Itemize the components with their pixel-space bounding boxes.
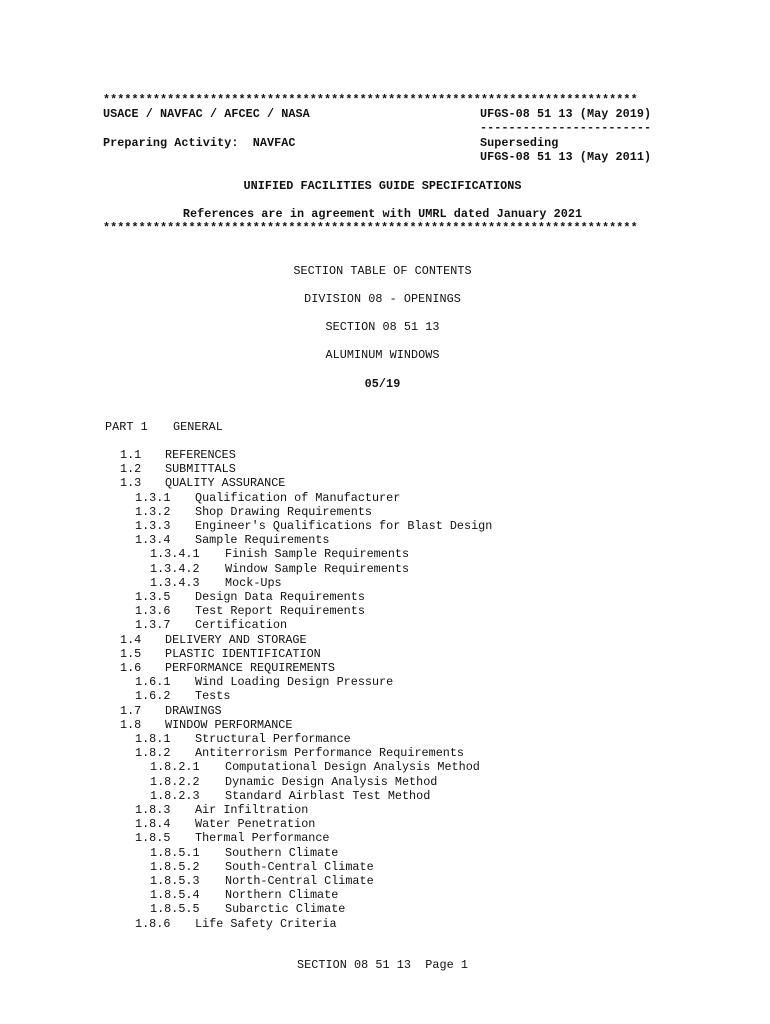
- toc-item-label: Tests: [195, 689, 231, 703]
- superseded-spec: UFGS-08 51 13 (May 2011): [480, 150, 652, 164]
- page-footer: SECTION 08 51 13 Page 1: [296, 958, 469, 972]
- toc-item-number: 1.8.2.2: [150, 775, 200, 789]
- toc-item-number: 1.3.2: [135, 505, 171, 519]
- toc-item-label: Sample Requirements: [195, 533, 330, 547]
- toc-item-number: 1.6.2: [135, 689, 171, 703]
- toc-item-label: Mock-Ups: [225, 576, 282, 590]
- part-number: PART 1: [105, 420, 148, 434]
- toc-item-label: Thermal Performance: [195, 831, 330, 845]
- header-star-rule-top: ***************************************************************************: [103, 93, 638, 107]
- toc-item-number: 1.8.5.2: [150, 860, 200, 874]
- toc-item-label: Standard Airblast Test Method: [225, 789, 431, 803]
- header-star-rule-bottom: ***************************************************************************: [103, 221, 638, 235]
- toc-item-number: 1.8.5: [135, 831, 171, 845]
- agencies-line: USACE / NAVFAC / AFCEC / NASA: [103, 107, 310, 121]
- date-code: 05/19: [364, 377, 401, 391]
- section-number: SECTION 08 51 13: [325, 320, 440, 334]
- toc-item-label: North-Central Climate: [225, 874, 374, 888]
- toc-item-label: Northern Climate: [225, 888, 339, 902]
- part-name: GENERAL: [173, 420, 223, 434]
- toc-item-number: 1.3.6: [135, 604, 171, 618]
- toc-item-number: 1.3.7: [135, 618, 171, 632]
- toc-item-number: 1.8.2.3: [150, 789, 200, 803]
- toc-item-number: 1.8.2.1: [150, 760, 200, 774]
- toc-item-label: PERFORMANCE REQUIREMENTS: [165, 661, 335, 675]
- toc-item-label: QUALITY ASSURANCE: [165, 476, 286, 490]
- toc-item-number: 1.8.5.5: [150, 902, 200, 916]
- division-title: DIVISION 08 - OPENINGS: [304, 292, 461, 306]
- toc-item-number: 1.8.5.3: [150, 874, 200, 888]
- toc-item-label: DELIVERY AND STORAGE: [165, 633, 307, 647]
- toc-item-number: 1.7: [120, 704, 142, 718]
- toc-item-number: 1.8: [120, 718, 142, 732]
- toc-item-number: 1.3.4: [135, 533, 171, 547]
- toc-item-label: Certification: [195, 618, 288, 632]
- toc-item-number: 1.3.1: [135, 491, 171, 505]
- toc-item-label: Wind Loading Design Pressure: [195, 675, 394, 689]
- toc-item-number: 1.8.6: [135, 917, 171, 931]
- toc-item-label: WINDOW PERFORMANCE: [165, 718, 293, 732]
- toc-item-label: Southern Climate: [225, 846, 339, 860]
- toc-item-number: 1.3.4.1: [150, 547, 200, 561]
- toc-item-label: Computational Design Analysis Method: [225, 760, 480, 774]
- toc-item-label: South-Central Climate: [225, 860, 374, 874]
- toc-item-number: 1.8.2: [135, 746, 171, 760]
- toc-item-number: 1.8.5.4: [150, 888, 200, 902]
- preparing-activity: Preparing Activity: NAVFAC: [103, 136, 296, 150]
- toc-item-label: Dynamic Design Analysis Method: [225, 775, 438, 789]
- superseding-label: Superseding: [480, 136, 559, 150]
- toc-item-label: REFERENCES: [165, 448, 236, 462]
- toc-item-label: Structural Performance: [195, 732, 351, 746]
- toc-item-label: SUBMITTALS: [165, 462, 236, 476]
- toc-item-label: Shop Drawing Requirements: [195, 505, 372, 519]
- toc-item-number: 1.3: [120, 476, 142, 490]
- toc-item-number: 1.3.4.2: [150, 562, 200, 576]
- toc-item-number: 1.5: [120, 647, 142, 661]
- toc-item-number: 1.6: [120, 661, 142, 675]
- toc-item-number: 1.8.5.1: [150, 846, 200, 860]
- toc-item-number: 1.6.1: [135, 675, 171, 689]
- toc-item-number: 1.4: [120, 633, 142, 647]
- toc-heading: SECTION TABLE OF CONTENTS: [293, 264, 472, 278]
- ufgs-title: UNIFIED FACILITIES GUIDE SPECIFICATIONS: [243, 179, 522, 193]
- toc-item-number: 1.3.4.3: [150, 576, 200, 590]
- toc-item-label: Qualification of Manufacturer: [195, 491, 401, 505]
- toc-item-label: Finish Sample Requirements: [225, 547, 410, 561]
- toc-item-label: Antiterrorism Performance Requirements: [195, 746, 465, 760]
- toc-item-label: PLASTIC IDENTIFICATION: [165, 647, 321, 661]
- toc-item-number: 1.2: [120, 462, 142, 476]
- toc-item-number: 1.3.3: [135, 519, 171, 533]
- toc-item-label: DRAWINGS: [165, 704, 222, 718]
- toc-item-label: Engineer's Qualifications for Blast Design: [195, 519, 493, 533]
- toc-item-number: 1.3.5: [135, 590, 171, 604]
- spec-id: UFGS-08 51 13 (May 2019): [480, 107, 652, 121]
- toc-item-number: 1.8.1: [135, 732, 171, 746]
- toc-item-number: 1.8.3: [135, 803, 171, 817]
- toc-item-label: Subarctic Climate: [225, 902, 346, 916]
- toc-item-number: 1.1: [120, 448, 142, 462]
- toc-item-label: Window Sample Requirements: [225, 562, 410, 576]
- toc-item-label: Water Penetration: [195, 817, 316, 831]
- section-name: ALUMINUM WINDOWS: [325, 348, 440, 362]
- toc-item-label: Life Safety Criteria: [195, 917, 337, 931]
- toc-item-number: 1.8.4: [135, 817, 171, 831]
- spec-id-underline: ------------------------: [480, 121, 652, 135]
- toc-item-label: Design Data Requirements: [195, 590, 365, 604]
- toc-item-label: Air Infiltration: [195, 803, 309, 817]
- references-note: References are in agreement with UMRL dated January 2021: [182, 207, 583, 221]
- toc-item-label: Test Report Requirements: [195, 604, 365, 618]
